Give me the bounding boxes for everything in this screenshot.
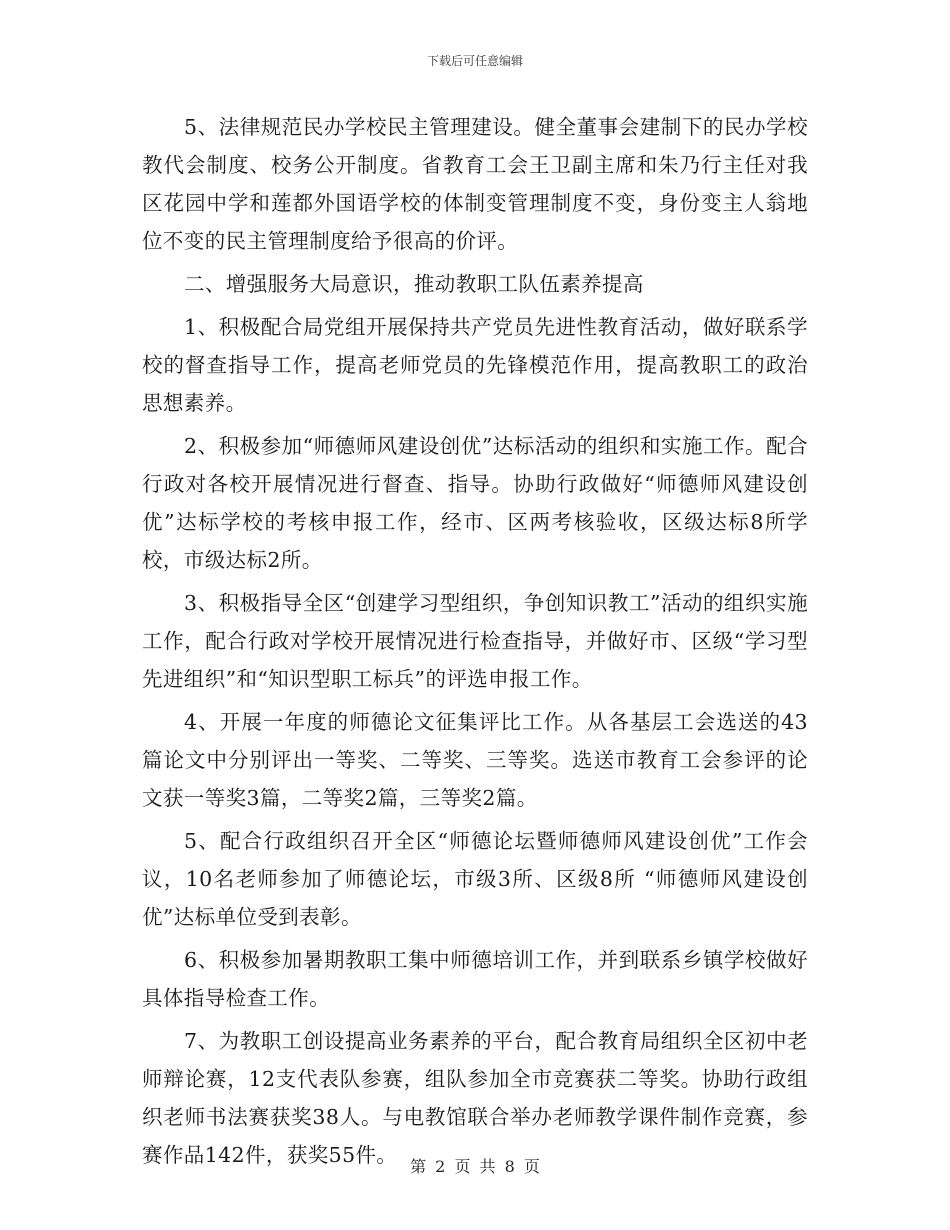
paragraph-summer-training: 6、积极参加暑期教职工集中师德培训工作，并到联系乡镇学校做好具体指导检查工作。 <box>142 948 808 1010</box>
paragraph-ethics-standard: 2、积极参加“师德师风建设创优”达标活动的组织和实施工作。配合行政对各校开展情况进行督查、指导。协助行政做好“师德师风建设创优”达标学校的考核申报工作，经市、区两考核验收，区级达标8所学校，市级达标2所。 <box>142 434 808 572</box>
paragraph-essay-contest: 4、开展一年度的师德论文征集评比工作。从各基层工会选送的43篇论文中分别评出一等奖、二等奖、三等奖。选送市教育工会参评的论文获一等奖3篇，二等奖2篇，三等奖2篇。 <box>142 710 808 810</box>
paragraph-learning-organization: 3、积极指导全区“创建学习型组织，争创知识教工”活动的组织实施工作，配合行政对学校开展情况进行检查指导，并做好市、区级“学习型先进组织”和“知识型职工标兵”的评选申报工作。 <box>142 591 808 691</box>
document-body <box>142 108 808 1174</box>
paragraph-ethics-forum: 5、配合行政组织召开全区“师德论坛暨师德师风建设创优”工作会议，10名老师参加了师德论坛，市级3所、区级8所 “师德师风建设创优”达标单位受到表彰。 <box>142 829 808 929</box>
paragraph-democratic-management: 5、法律规范民办学校民主管理建设。健全董事会建制下的民办学校教代会制度、校务公开制度。省教育工会王卫副主席和朱乃行主任对我区花园中学和莲都外国语学校的体制变管理制度不变，身份变主人翁地位不变的民主管理制度给予很高的价评。 <box>142 115 808 253</box>
page-header: 下载后可任意编辑 <box>426 54 523 68</box>
page-number-footer: 第 2 页 共 8 页 <box>410 1157 540 1176</box>
section-heading-service: 二、增强服务大局意识，推动教职工队伍素养提高 <box>184 272 644 296</box>
paragraph-party-education: 1、积极配合局党组开展保持共产党员先进性教育活动，做好联系学校的督查指导工作，提高老师党员的先锋模范作用，提高教职工的政治思想素养。 <box>142 315 808 415</box>
paragraph-skills-platform: 7、为教职工创设提高业务素养的平台，配合教育局组织全区初中老师辩论赛，12支代表队参赛，组队参加全市竞赛获二等奖。协助行政组织老师书法赛获奖38人。与电教馆联合举办老师教学课件制作竞赛，参赛作品142件，获奖55件。 <box>142 1029 808 1167</box>
